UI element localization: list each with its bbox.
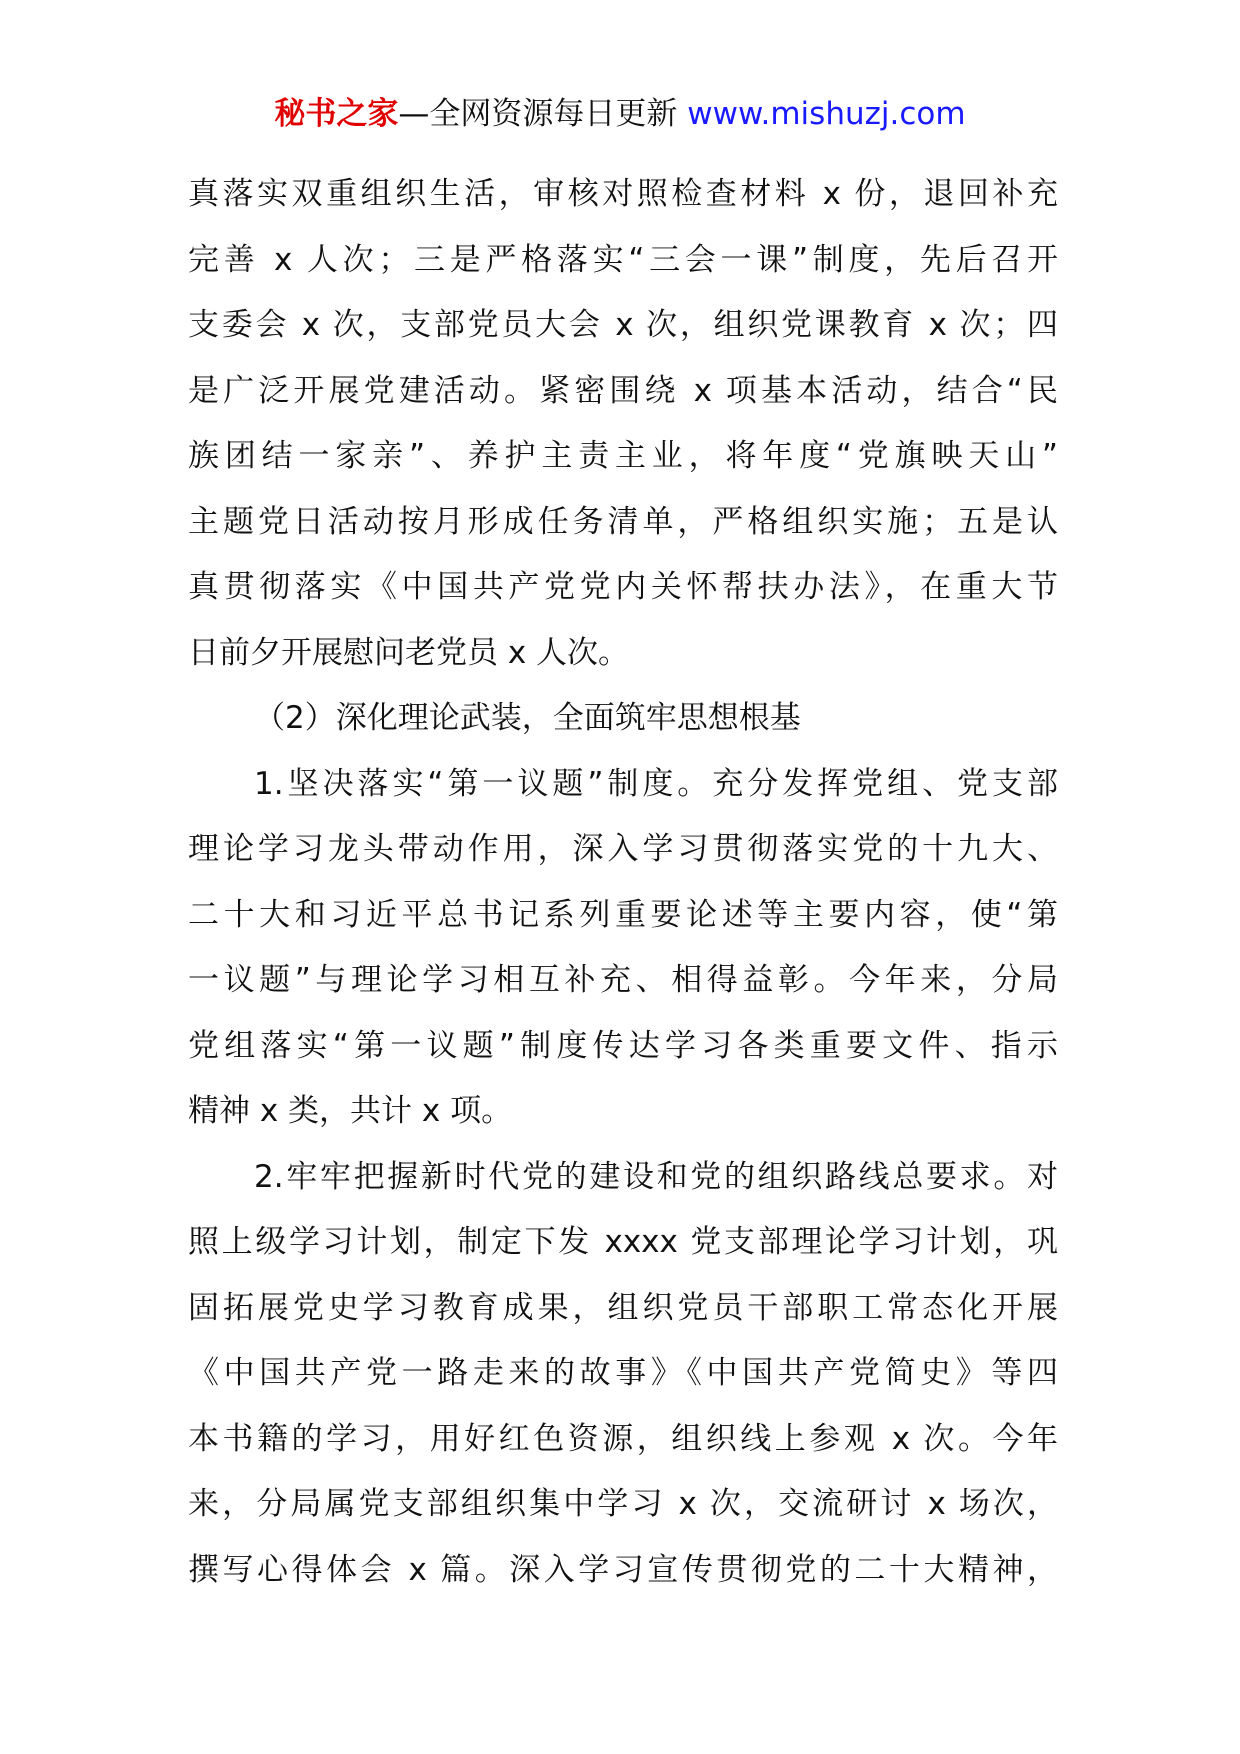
text-line: 2.牢牢把握新时代党的建设和党的组织路线总要求。对: [254, 1158, 1058, 1195]
text-line: 固拓展党史学习教育成果，组织党员干部职工常态化开展: [188, 1289, 1058, 1326]
text-line: 理论学习龙头带动作用，深入学习贯彻落实党的十九大、: [188, 831, 1058, 867]
text-line: 1.坚决落实“第一议题”制度。充分发挥党组、党支部: [254, 765, 1058, 802]
text-line: 族团结一家亲”、养护主责主业，将年度“党旗映天山”: [188, 438, 1058, 474]
text-line: 党组落实“第一议题”制度传达学习各类重要文件、指示: [188, 1027, 1058, 1064]
text-line: 二十大和习近平总书记系列重要论述等主要内容，使“第: [188, 896, 1058, 933]
text-line: 主题党日活动按月形成任务清单，严格组织实施；五是认: [188, 503, 1058, 540]
text-line: 精神 x 类，共计 x 项。: [188, 1093, 513, 1129]
text-line: 支委会 x 次，支部党员大会 x 次，组织党课教育 x 次；四: [188, 307, 1058, 343]
text-line: 真落实双重组织生活，审核对照检查材料 x 份，退回补充: [188, 176, 1058, 212]
text-line: 是广泛开展党建活动。紧密围绕 x 项基本活动，结合“民: [188, 372, 1058, 409]
text-line: 真贯彻落实《中国共产党党内关怀帮扶办法》，在重大节: [188, 569, 1058, 605]
brand-name: 秘书之家: [274, 96, 399, 132]
text-line: 一议题”与理论学习相互补充、相得益彰。今年来，分局: [188, 962, 1058, 998]
site-url-link[interactable]: www.mishuzj.com: [687, 96, 966, 132]
text-line: 完善 x 人次；三是严格落实“三会一课”制度，先后召开: [188, 241, 1058, 278]
site-header: [0, 94, 1240, 134]
text-line: 来，分局属党支部组织集中学习 x 次，交流研讨 x 场次，: [188, 1486, 1058, 1522]
text-line: 照上级学习计划，制定下发 xxxx 党支部理论学习计划，巩: [188, 1224, 1058, 1260]
text-line: 本书籍的学习，用好红色资源，组织线上参观 x 次。今年: [188, 1420, 1058, 1457]
section-heading: （2）深化理论武装，全面筑牢思想根基: [254, 700, 801, 736]
document-body: [188, 162, 1058, 1603]
text-line: 《中国共产党一路走来的故事》《中国共产党简史》等四: [188, 1355, 1058, 1391]
text-line: 日前夕开展慰问老党员 x 人次。: [188, 634, 630, 671]
header-tagline: —全网资源每日更新: [398, 96, 688, 132]
text-line: 撰写心得体会 x 篇。深入学习宣传贯彻党的二十大精神，: [188, 1551, 1058, 1588]
